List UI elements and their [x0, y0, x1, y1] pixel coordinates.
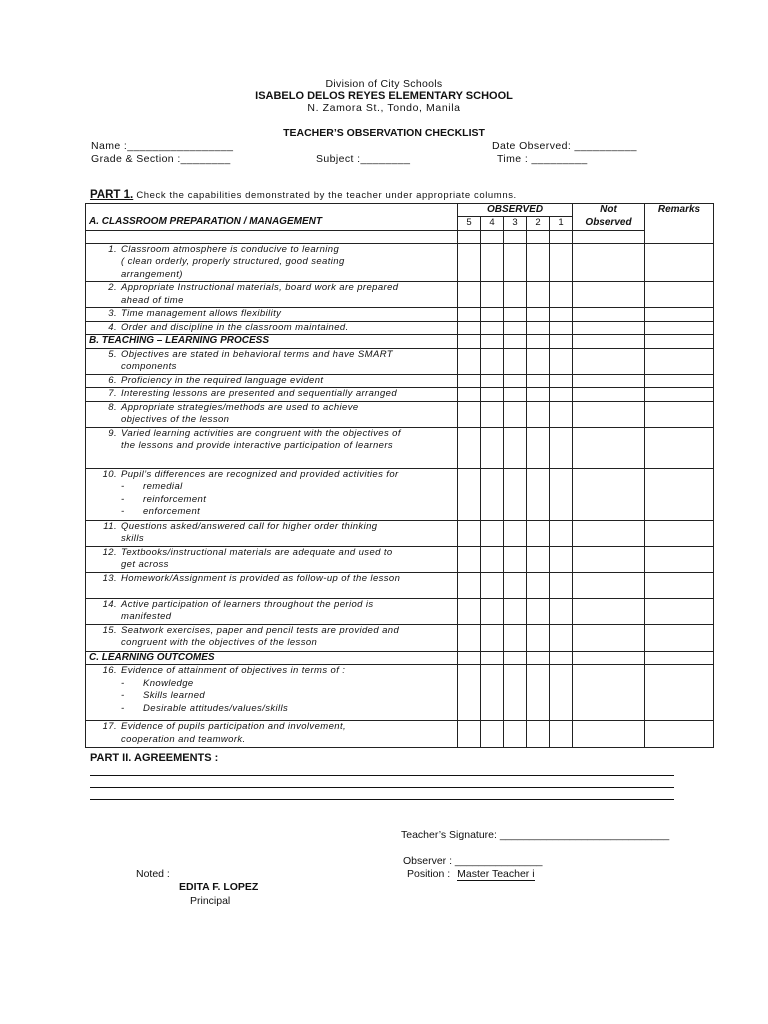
item-number: 8.	[108, 401, 117, 413]
rating-cell[interactable]	[504, 520, 527, 546]
item-text-cell	[86, 348, 458, 374]
item-first-line	[89, 721, 454, 734]
item-text: Interesting lessons are presented and sequentially arranged	[121, 388, 398, 399]
item-number: 11.	[103, 520, 117, 532]
rating-cell[interactable]	[504, 321, 527, 335]
item-text-cell	[86, 598, 458, 624]
rating-cell[interactable]	[458, 546, 481, 572]
rating-cell[interactable]	[527, 721, 550, 748]
item-text-continued: ahead of time	[121, 294, 184, 306]
rating-cell[interactable]	[527, 468, 550, 520]
remarks-cell[interactable]	[645, 721, 714, 748]
noted-label: Noted :	[136, 868, 170, 880]
section-b-header	[86, 335, 458, 349]
rating-cell[interactable]	[481, 721, 504, 748]
rating-cell[interactable]	[504, 348, 527, 374]
position-line	[407, 868, 535, 881]
table-row	[86, 308, 714, 322]
rating-cell[interactable]	[550, 401, 573, 427]
dash-bullet-icon: -	[121, 506, 125, 517]
rating-cell[interactable]	[527, 624, 550, 651]
item-text-cell	[86, 468, 458, 520]
rating-cell[interactable]	[481, 651, 504, 665]
division-heading: Division of City Schools	[325, 78, 443, 90]
rating-cell[interactable]	[504, 546, 527, 572]
not-observed-cell[interactable]	[573, 308, 645, 322]
item-first-line	[89, 469, 454, 482]
rating-cell[interactable]	[527, 374, 550, 388]
item-text-cell	[86, 665, 458, 721]
item-number: 9.	[108, 427, 117, 439]
rating-cell[interactable]	[458, 572, 481, 598]
rating-cell[interactable]	[481, 243, 504, 282]
item-text: Pupil’s differences are recognized and provided activities for	[121, 468, 399, 480]
rating-cell[interactable]	[527, 651, 550, 665]
table-row	[86, 721, 714, 748]
item-first-line	[89, 308, 454, 321]
rating-cell[interactable]	[481, 282, 504, 308]
rating-1-header: 1	[550, 217, 573, 231]
remarks-cell[interactable]	[645, 572, 714, 598]
not-observed-cell[interactable]	[573, 721, 645, 748]
item-text: Order and discipline in the classroom maintained.	[121, 321, 349, 333]
item-text-continued: objectives of the lesson	[121, 414, 230, 425]
rating-cell[interactable]	[458, 388, 481, 402]
item-text-cell	[86, 546, 458, 572]
rating-cell[interactable]	[458, 374, 481, 388]
item-text-cell	[86, 572, 458, 598]
rating-cell[interactable]	[527, 520, 550, 546]
item-sub-text: enforcement	[143, 506, 201, 517]
item-text-continued: components	[121, 361, 177, 372]
item-text-continued: cooperation and teamwork.	[121, 733, 246, 745]
rating-cell[interactable]	[550, 282, 573, 308]
date-observed-field: Date Observed: __________	[492, 140, 637, 152]
rating-cell[interactable]	[504, 572, 527, 598]
rating-cell[interactable]	[481, 427, 504, 468]
table-row	[86, 624, 714, 651]
table-row	[86, 388, 714, 402]
item-sub-point	[89, 494, 454, 507]
item-first-line	[89, 625, 454, 638]
not-observed-cell[interactable]	[573, 572, 645, 598]
table-row	[86, 374, 714, 388]
part1-label: PART 1.	[90, 189, 134, 201]
rating-cell[interactable]	[527, 427, 550, 468]
rating-cell[interactable]	[550, 374, 573, 388]
item-text: Proficiency in the required language evident	[121, 374, 324, 386]
rating-cell[interactable]	[504, 374, 527, 388]
rating-4-header: 4	[481, 217, 504, 231]
remarks-cell[interactable]	[645, 374, 714, 388]
principal-name: EDITA F. LOPEZ	[179, 881, 259, 893]
not-observed-cell[interactable]	[573, 427, 645, 468]
rating-cell[interactable]	[504, 335, 527, 349]
remarks-cell[interactable]	[645, 520, 714, 546]
rating-cell[interactable]	[550, 572, 573, 598]
grade-section-field: Grade & Section :________	[91, 153, 231, 165]
not-observed-line2: Observed	[585, 216, 632, 228]
item-first-line	[89, 599, 454, 612]
item-first-line	[89, 282, 454, 295]
rating-cell[interactable]	[504, 243, 527, 282]
rating-cell[interactable]	[527, 282, 550, 308]
not-observed-cell[interactable]	[573, 321, 645, 335]
rating-cell[interactable]	[458, 282, 481, 308]
item-text-cell	[86, 427, 458, 468]
item-text-continued: the lessons and provide interactive participation of learners	[121, 440, 394, 451]
table-row	[86, 520, 714, 546]
item-number: 15.	[102, 624, 117, 636]
principal-title: Principal	[190, 895, 231, 907]
rating-cell[interactable]	[550, 321, 573, 335]
item-number: 5.	[108, 348, 117, 360]
not-observed-cell[interactable]	[573, 520, 645, 546]
rating-cell[interactable]	[550, 598, 573, 624]
rating-cell[interactable]	[481, 624, 504, 651]
item-number: 13.	[102, 572, 117, 584]
not-observed-cell[interactable]	[573, 335, 645, 349]
not-observed-header	[573, 204, 645, 231]
rating-cell[interactable]	[458, 427, 481, 468]
rating-cell[interactable]	[504, 427, 527, 468]
dash-bullet-icon: -	[121, 690, 125, 701]
not-observed-cell[interactable]	[573, 348, 645, 374]
rating-cell[interactable]	[527, 598, 550, 624]
remarks-cell[interactable]	[645, 401, 714, 427]
rating-cell[interactable]	[550, 665, 573, 721]
rating-cell[interactable]	[481, 401, 504, 427]
remarks-cell[interactable]	[645, 427, 714, 468]
item-first-line	[89, 665, 454, 678]
rating-cell[interactable]	[550, 348, 573, 374]
remarks-cell[interactable]	[645, 243, 714, 282]
rating-cell[interactable]	[550, 651, 573, 665]
item-text: Time management allows flexibility	[121, 308, 282, 319]
position-value: Master Teacher i	[457, 868, 535, 880]
rating-cell[interactable]	[504, 651, 527, 665]
item-first-line	[89, 322, 454, 335]
dash-bullet-icon: -	[121, 702, 125, 714]
rating-cell[interactable]	[481, 546, 504, 572]
section-c-header	[86, 651, 458, 665]
not-observed-cell[interactable]	[573, 468, 645, 520]
item-number: 17.	[102, 721, 117, 732]
rating-5-header: 5	[458, 217, 481, 231]
item-first-line	[89, 244, 454, 257]
dash-bullet-icon: -	[121, 493, 125, 505]
rating-cell[interactable]	[504, 282, 527, 308]
section-b-label: B. TEACHING – LEARNING PROCESS	[89, 335, 270, 346]
school-address: N. Zamora St., Tondo, Manila	[307, 102, 461, 114]
rating-cell[interactable]	[481, 520, 504, 546]
item-first-line	[89, 349, 454, 362]
section-c-label: C. LEARNING OUTCOMES	[89, 651, 215, 663]
table-row	[86, 665, 714, 721]
item-text-continued: ( clean orderly, properly structured, good seating	[121, 256, 345, 267]
item-first-line	[89, 402, 454, 415]
part2-heading: PART II. AGREEMENTS :	[90, 752, 219, 764]
rating-cell[interactable]	[458, 651, 481, 665]
remarks-cell[interactable]	[645, 335, 714, 349]
not-observed-cell[interactable]	[573, 546, 645, 572]
rating-cell[interactable]	[458, 335, 481, 349]
item-text: Varied learning activities are congruent with the objectives of	[121, 427, 401, 439]
item-text: Appropriate strategies/methods are used to achieve	[121, 401, 359, 413]
rating-cell[interactable]	[481, 468, 504, 520]
item-number: 4.	[108, 321, 117, 333]
not-observed-cell[interactable]	[573, 282, 645, 308]
rating-cell[interactable]	[550, 520, 573, 546]
item-first-line	[89, 375, 454, 388]
item-sub-point	[89, 690, 454, 703]
not-observed-cell[interactable]	[573, 651, 645, 665]
table-row	[86, 401, 714, 427]
item-sub-point	[89, 703, 454, 716]
item-text-continued: arrangement)	[121, 268, 183, 280]
item-first-line	[89, 547, 454, 560]
remarks-cell[interactable]	[645, 468, 714, 520]
remarks-header: Remarks	[645, 204, 714, 244]
remarks-cell[interactable]	[645, 598, 714, 624]
item-text: Evidence of attainment of objectives in terms of :	[121, 665, 346, 676]
rating-cell[interactable]	[550, 243, 573, 282]
item-text-cell	[86, 388, 458, 402]
item-sub-point	[89, 678, 454, 691]
rating-cell[interactable]	[550, 468, 573, 520]
item-text-cell	[86, 374, 458, 388]
item-text: Homework/Assignment is provided as follow-up of the lesson	[121, 572, 401, 584]
item-number: 1.	[108, 243, 117, 255]
position-label: Position :	[407, 868, 451, 880]
item-text: Objectives are stated in behavioral terms and have SMART	[121, 348, 393, 360]
item-text-cell	[86, 321, 458, 335]
rating-cell[interactable]	[550, 427, 573, 468]
rating-cell[interactable]	[458, 468, 481, 520]
rating-cell[interactable]	[504, 624, 527, 651]
rating-cell[interactable]	[527, 243, 550, 282]
rating-3-header: 3	[504, 217, 527, 231]
remarks-cell[interactable]	[645, 388, 714, 402]
rating-cell[interactable]	[527, 665, 550, 721]
rating-cell[interactable]	[550, 308, 573, 322]
item-sub-text: Desirable attitudes/values/skills	[143, 702, 289, 714]
section-a-header	[86, 204, 458, 231]
item-sub-text: Knowledge	[143, 677, 194, 689]
remarks-cell[interactable]	[645, 546, 714, 572]
observed-header: OBSERVED	[458, 204, 573, 217]
rating-cell[interactable]	[504, 598, 527, 624]
item-number: 6.	[108, 374, 117, 386]
rating-cell[interactable]	[458, 721, 481, 748]
item-number: 16.	[102, 665, 117, 676]
observer-line: Observer : _______________	[403, 855, 543, 867]
part1-instruction: Check the capabilities demonstrated by the teacher under appropriate columns.	[136, 190, 517, 201]
item-first-line	[89, 521, 454, 534]
teacher-signature-line: Teacher’s Signature: _____________________________	[401, 829, 670, 841]
rating-cell[interactable]	[527, 335, 550, 349]
item-text: Textbooks/instructional materials are adequate and used to	[121, 546, 393, 558]
item-sub-point	[89, 481, 454, 494]
rating-cell[interactable]	[458, 308, 481, 322]
item-text: Active participation of learners throughout the period is	[121, 598, 374, 610]
item-text-continued: skills	[121, 533, 144, 544]
not-observed-line1: Not	[600, 204, 617, 215]
rating-cell[interactable]	[458, 624, 481, 651]
item-sub-text: remedial	[143, 481, 183, 492]
rating-cell[interactable]	[481, 388, 504, 402]
item-text-cell	[86, 401, 458, 427]
agreement-line-3[interactable]	[90, 799, 674, 800]
rating-cell[interactable]	[504, 468, 527, 520]
rating-cell[interactable]	[550, 624, 573, 651]
table-row	[86, 427, 714, 468]
remarks-cell[interactable]	[645, 282, 714, 308]
item-text-cell	[86, 624, 458, 651]
item-sub-point	[89, 506, 454, 519]
rating-cell[interactable]	[504, 721, 527, 748]
rating-cell[interactable]	[504, 308, 527, 322]
item-text: Appropriate Instructional materials, board work are prepared	[121, 282, 399, 293]
section-a-label: A. CLASSROOM PREPARATION / MANAGEMENT	[89, 216, 322, 227]
table-row	[86, 468, 714, 520]
rating-cell[interactable]	[527, 572, 550, 598]
part1-heading	[90, 189, 517, 201]
item-text: Seatwork exercises, paper and pencil tests are provided and	[121, 624, 400, 636]
rating-cell[interactable]	[481, 335, 504, 349]
item-number: 14.	[102, 598, 117, 610]
observation-table	[85, 203, 714, 748]
rating-cell[interactable]	[527, 401, 550, 427]
rating-cell[interactable]	[481, 321, 504, 335]
dash-bullet-icon: -	[121, 481, 125, 492]
item-number: 3.	[108, 308, 117, 319]
rating-cell[interactable]	[481, 572, 504, 598]
rating-cell[interactable]	[481, 598, 504, 624]
rating-cell[interactable]	[458, 348, 481, 374]
item-text: Questions asked/answered call for higher order thinking	[121, 520, 378, 532]
not-observed-cell[interactable]	[573, 665, 645, 721]
not-observed-cell[interactable]	[573, 598, 645, 624]
item-text-cell	[86, 282, 458, 308]
document-title: TEACHER’S OBSERVATION CHECKLIST	[283, 127, 485, 139]
table-row	[86, 598, 714, 624]
rating-cell[interactable]	[481, 308, 504, 322]
table-row	[86, 243, 714, 282]
item-text-continued: manifested	[121, 611, 172, 622]
rating-cell[interactable]	[481, 348, 504, 374]
item-number: 10.	[102, 468, 117, 480]
not-observed-cell[interactable]	[573, 243, 645, 282]
remarks-cell[interactable]	[645, 651, 714, 665]
rating-cell[interactable]	[458, 321, 481, 335]
agreement-line-1[interactable]	[90, 775, 674, 776]
agreement-line-2[interactable]	[90, 787, 674, 788]
item-sub-text: Skills learned	[143, 690, 206, 701]
not-observed-cell[interactable]	[573, 401, 645, 427]
rating-cell[interactable]	[458, 520, 481, 546]
item-first-line	[89, 428, 454, 441]
rating-cell[interactable]	[550, 388, 573, 402]
rating-cell[interactable]	[504, 401, 527, 427]
item-text-cell	[86, 308, 458, 322]
item-text-continued: get across	[121, 559, 169, 570]
rating-cell[interactable]	[458, 665, 481, 721]
rating-cell[interactable]	[550, 335, 573, 349]
school-name: ISABELO DELOS REYES ELEMENTARY SCHOOL	[255, 90, 513, 102]
item-text-cell	[86, 520, 458, 546]
item-sub-text: reinforcement	[143, 493, 207, 505]
time-field: Time : _________	[497, 153, 588, 165]
remarks-cell[interactable]	[645, 665, 714, 721]
rating-cell[interactable]	[481, 374, 504, 388]
item-text-continued: congruent with the objectives of the lesson	[121, 637, 318, 648]
rating-cell[interactable]	[504, 388, 527, 402]
item-first-line	[89, 573, 454, 586]
rating-cell[interactable]	[481, 665, 504, 721]
item-number: 2.	[108, 282, 117, 293]
table-row	[86, 572, 714, 598]
name-field: Name :_________________	[91, 140, 234, 152]
rating-cell[interactable]	[504, 665, 527, 721]
item-number: 12.	[102, 546, 117, 558]
rating-cell[interactable]	[458, 598, 481, 624]
remarks-cell[interactable]	[645, 308, 714, 322]
rating-cell[interactable]	[550, 546, 573, 572]
item-number: 7.	[108, 388, 117, 399]
rating-cell[interactable]	[527, 388, 550, 402]
not-observed-cell[interactable]	[573, 624, 645, 651]
rating-2-header: 2	[527, 217, 550, 231]
subject-field: Subject :________	[316, 153, 411, 165]
item-text-cell	[86, 721, 458, 748]
section-a-spacer	[86, 230, 458, 243]
rating-cell[interactable]	[458, 243, 481, 282]
table-row	[86, 546, 714, 572]
rating-cell[interactable]	[458, 401, 481, 427]
rating-cell[interactable]	[527, 308, 550, 322]
item-text-cell	[86, 243, 458, 282]
rating-cell[interactable]	[550, 721, 573, 748]
rating-cell[interactable]	[527, 546, 550, 572]
not-observed-cell[interactable]	[573, 388, 645, 402]
rating-cell[interactable]	[527, 321, 550, 335]
not-observed-cell[interactable]	[573, 374, 645, 388]
dash-bullet-icon: -	[121, 677, 125, 689]
table-row	[86, 348, 714, 374]
remarks-cell[interactable]	[645, 321, 714, 335]
remarks-cell[interactable]	[645, 624, 714, 651]
rating-cell[interactable]	[527, 348, 550, 374]
item-text: Classroom atmosphere is conducive to learning	[121, 243, 340, 255]
item-first-line	[89, 388, 454, 401]
table-row	[86, 282, 714, 308]
item-text: Evidence of pupils participation and involvement,	[121, 721, 347, 732]
remarks-cell[interactable]	[645, 348, 714, 374]
table-row	[86, 321, 714, 335]
